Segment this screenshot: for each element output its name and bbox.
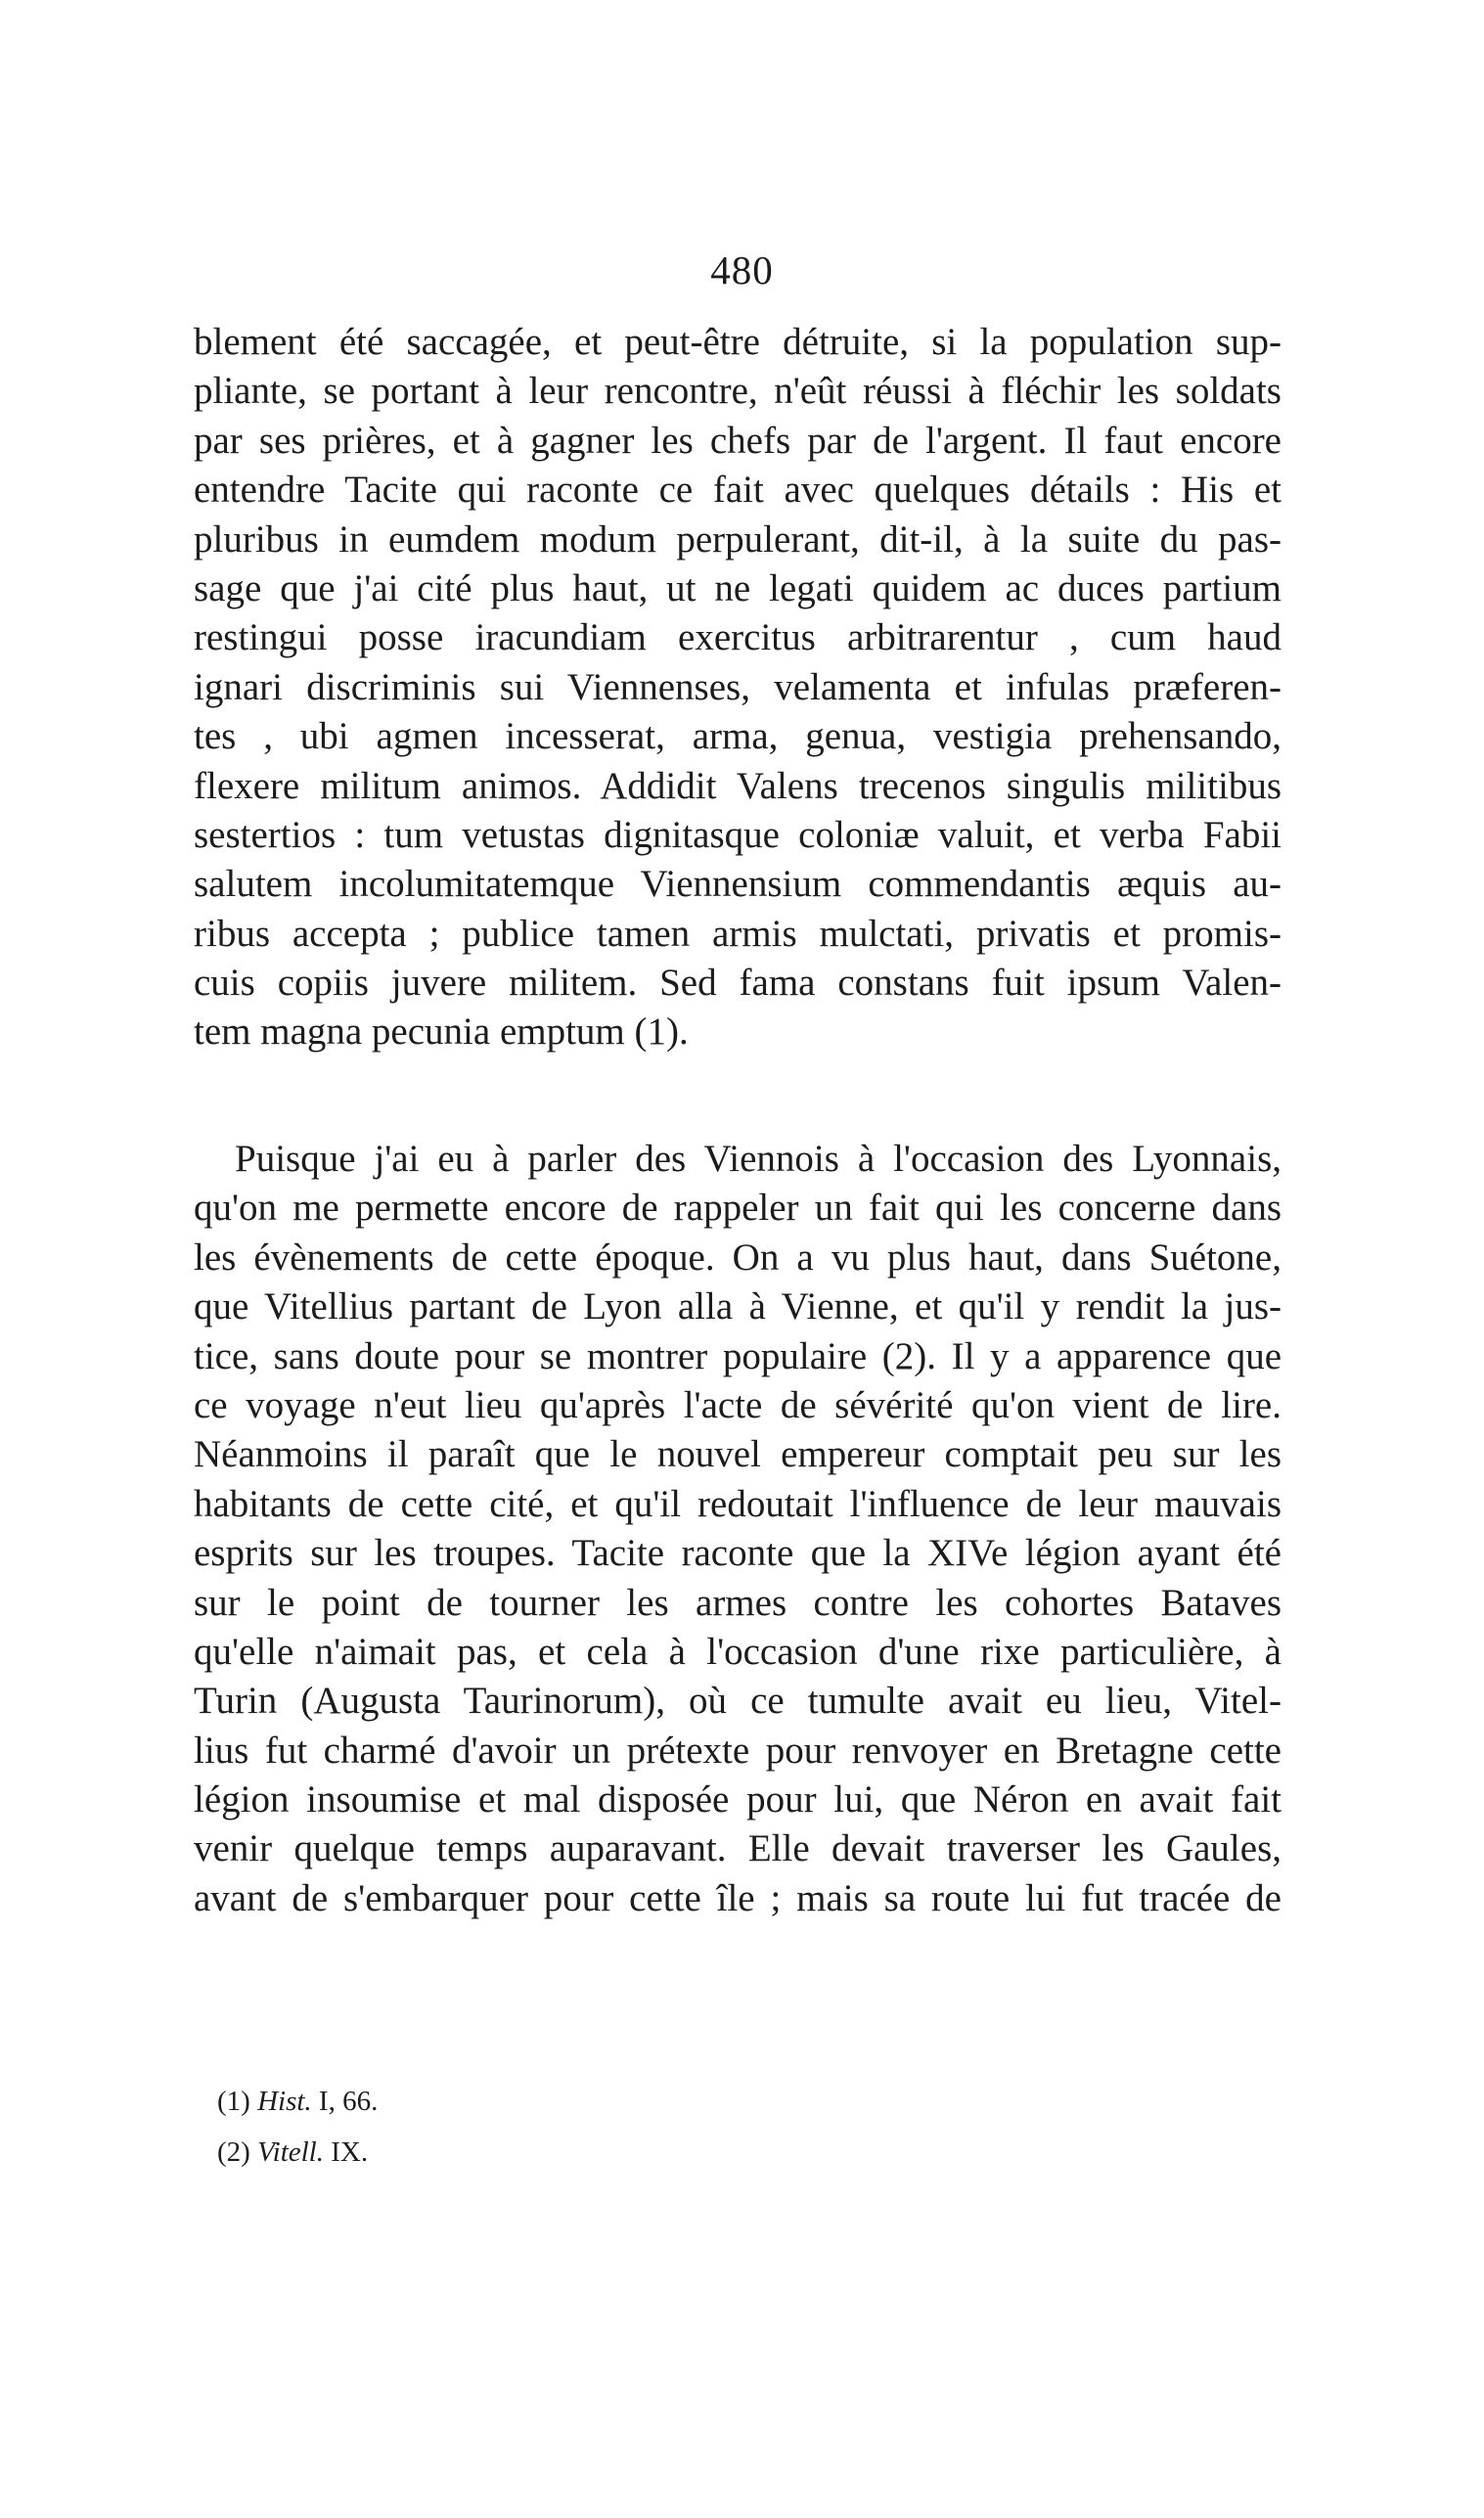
text-line: entendre Tacite qui raconte ce fait avec quelques détails : His et [194, 469, 1282, 512]
footnote-text: I, 66. [311, 2086, 379, 2117]
footnotes [217, 2076, 902, 2178]
text-line: légion insoumise et mal disposée pour lui, que Néron en avait fait [194, 1778, 1282, 1821]
paragraph-1 [194, 318, 1282, 1057]
footnote-text: IX. [324, 2136, 369, 2168]
text-line: Néanmoins il paraît que le nouvel empereur comptait peu sur les [194, 1433, 1282, 1476]
text-line: Puisque j'ai eu à parler des Viennois à l'occasion des Lyonnais, [235, 1138, 1282, 1180]
text-line: qu'on me permette encore de rappeler un fait qui les concerne dans [194, 1187, 1282, 1230]
text-line: les évènements de cette époque. On a vu plus haut, dans Suétone, [194, 1236, 1282, 1279]
text-line: ribus accepta ; publice tamen armis mulctati, privatis et promis- [194, 912, 1282, 955]
page-number: 480 [710, 247, 774, 292]
paragraph-2 [194, 1135, 1282, 1923]
footnote-ref: Vitell. [257, 2136, 324, 2168]
text-line: tem magna pecunia emptum (1). [194, 1011, 689, 1054]
text-line: pluribus in eumdem modum perpulerant, dit-il, à la suite du pas- [194, 517, 1282, 561]
text-line: esprits sur les troupes. Tacite raconte que la XIVe légion ayant été [194, 1532, 1282, 1575]
footnote-2 [217, 2127, 902, 2178]
text-line: sur le point de tourner les armes contre les cohortes Bataves [194, 1581, 1282, 1624]
text-line: ce voyage n'eut lieu qu'après l'acte de sévérité qu'on vient de lire. [194, 1383, 1282, 1426]
footnote-1 [217, 2076, 902, 2127]
text-line: Turin (Augusta Taurinorum), où ce tumulte avait eu lieu, Vitel- [194, 1680, 1282, 1723]
footnote-ref: Hist. [257, 2086, 312, 2117]
text-line: habitants de cette cité, et qu'il redoutait l'influence de leur mauvais [194, 1482, 1282, 1525]
text-line: salutem incolumitatemque Viennensium commendantis æquis au- [194, 863, 1282, 906]
text-line: flexere militum animos. Addidit Valens trecenos singulis militibus [194, 764, 1282, 807]
text-line: pliante, se portant à leur rencontre, n'eût réussi à fléchir les soldats [194, 370, 1282, 413]
text-line: sage que j'ai cité plus haut, ut ne legati quidem ac duces partium [194, 566, 1282, 609]
footnote-mark: (2) [217, 2136, 250, 2168]
text-line: lius fut charmé d'avoir un prétexte pour renvoyer en Bretagne cette [194, 1729, 1282, 1772]
text-line: tes , ubi agmen incesserat, arma, genua, vestigia prehensando, [194, 715, 1282, 758]
text-line: venir quelque temps auparavant. Elle devait traverser les Gaules, [194, 1827, 1282, 1870]
text-line: restingui posse iracundiam exercitus arbitrarentur , cum haud [194, 616, 1282, 659]
text-line: que Vitellius partant de Lyon alla à Vienne, et qu'il y rendit la jus- [194, 1285, 1282, 1328]
text-line: cuis copiis juvere militem. Sed fama constans fuit ipsum Valen- [194, 962, 1282, 1005]
text-line: blement été saccagée, et peut-être détruite, si la population sup- [194, 321, 1282, 363]
footnote-mark: (1) [217, 2086, 250, 2117]
text-line: sestertios : tum vetustas dignitasque coloniæ valuit, et verba Fabii [194, 813, 1282, 856]
text-line: avant de s'embarquer pour cette île ; mais sa route lui fut tracée de [194, 1876, 1282, 1919]
text-line: qu'elle n'aimait pas, et cela à l'occasion d'une rixe particulière, à [194, 1630, 1282, 1673]
text-line: tice, sans doute pour se montrer populaire (2). Il y a apparence que [194, 1334, 1282, 1377]
text-line: par ses prières, et à gagner les chefs par de l'argent. Il faut encore [194, 419, 1282, 462]
text-line: ignari discriminis sui Viennenses, velamenta et infulas præferen- [194, 665, 1282, 708]
